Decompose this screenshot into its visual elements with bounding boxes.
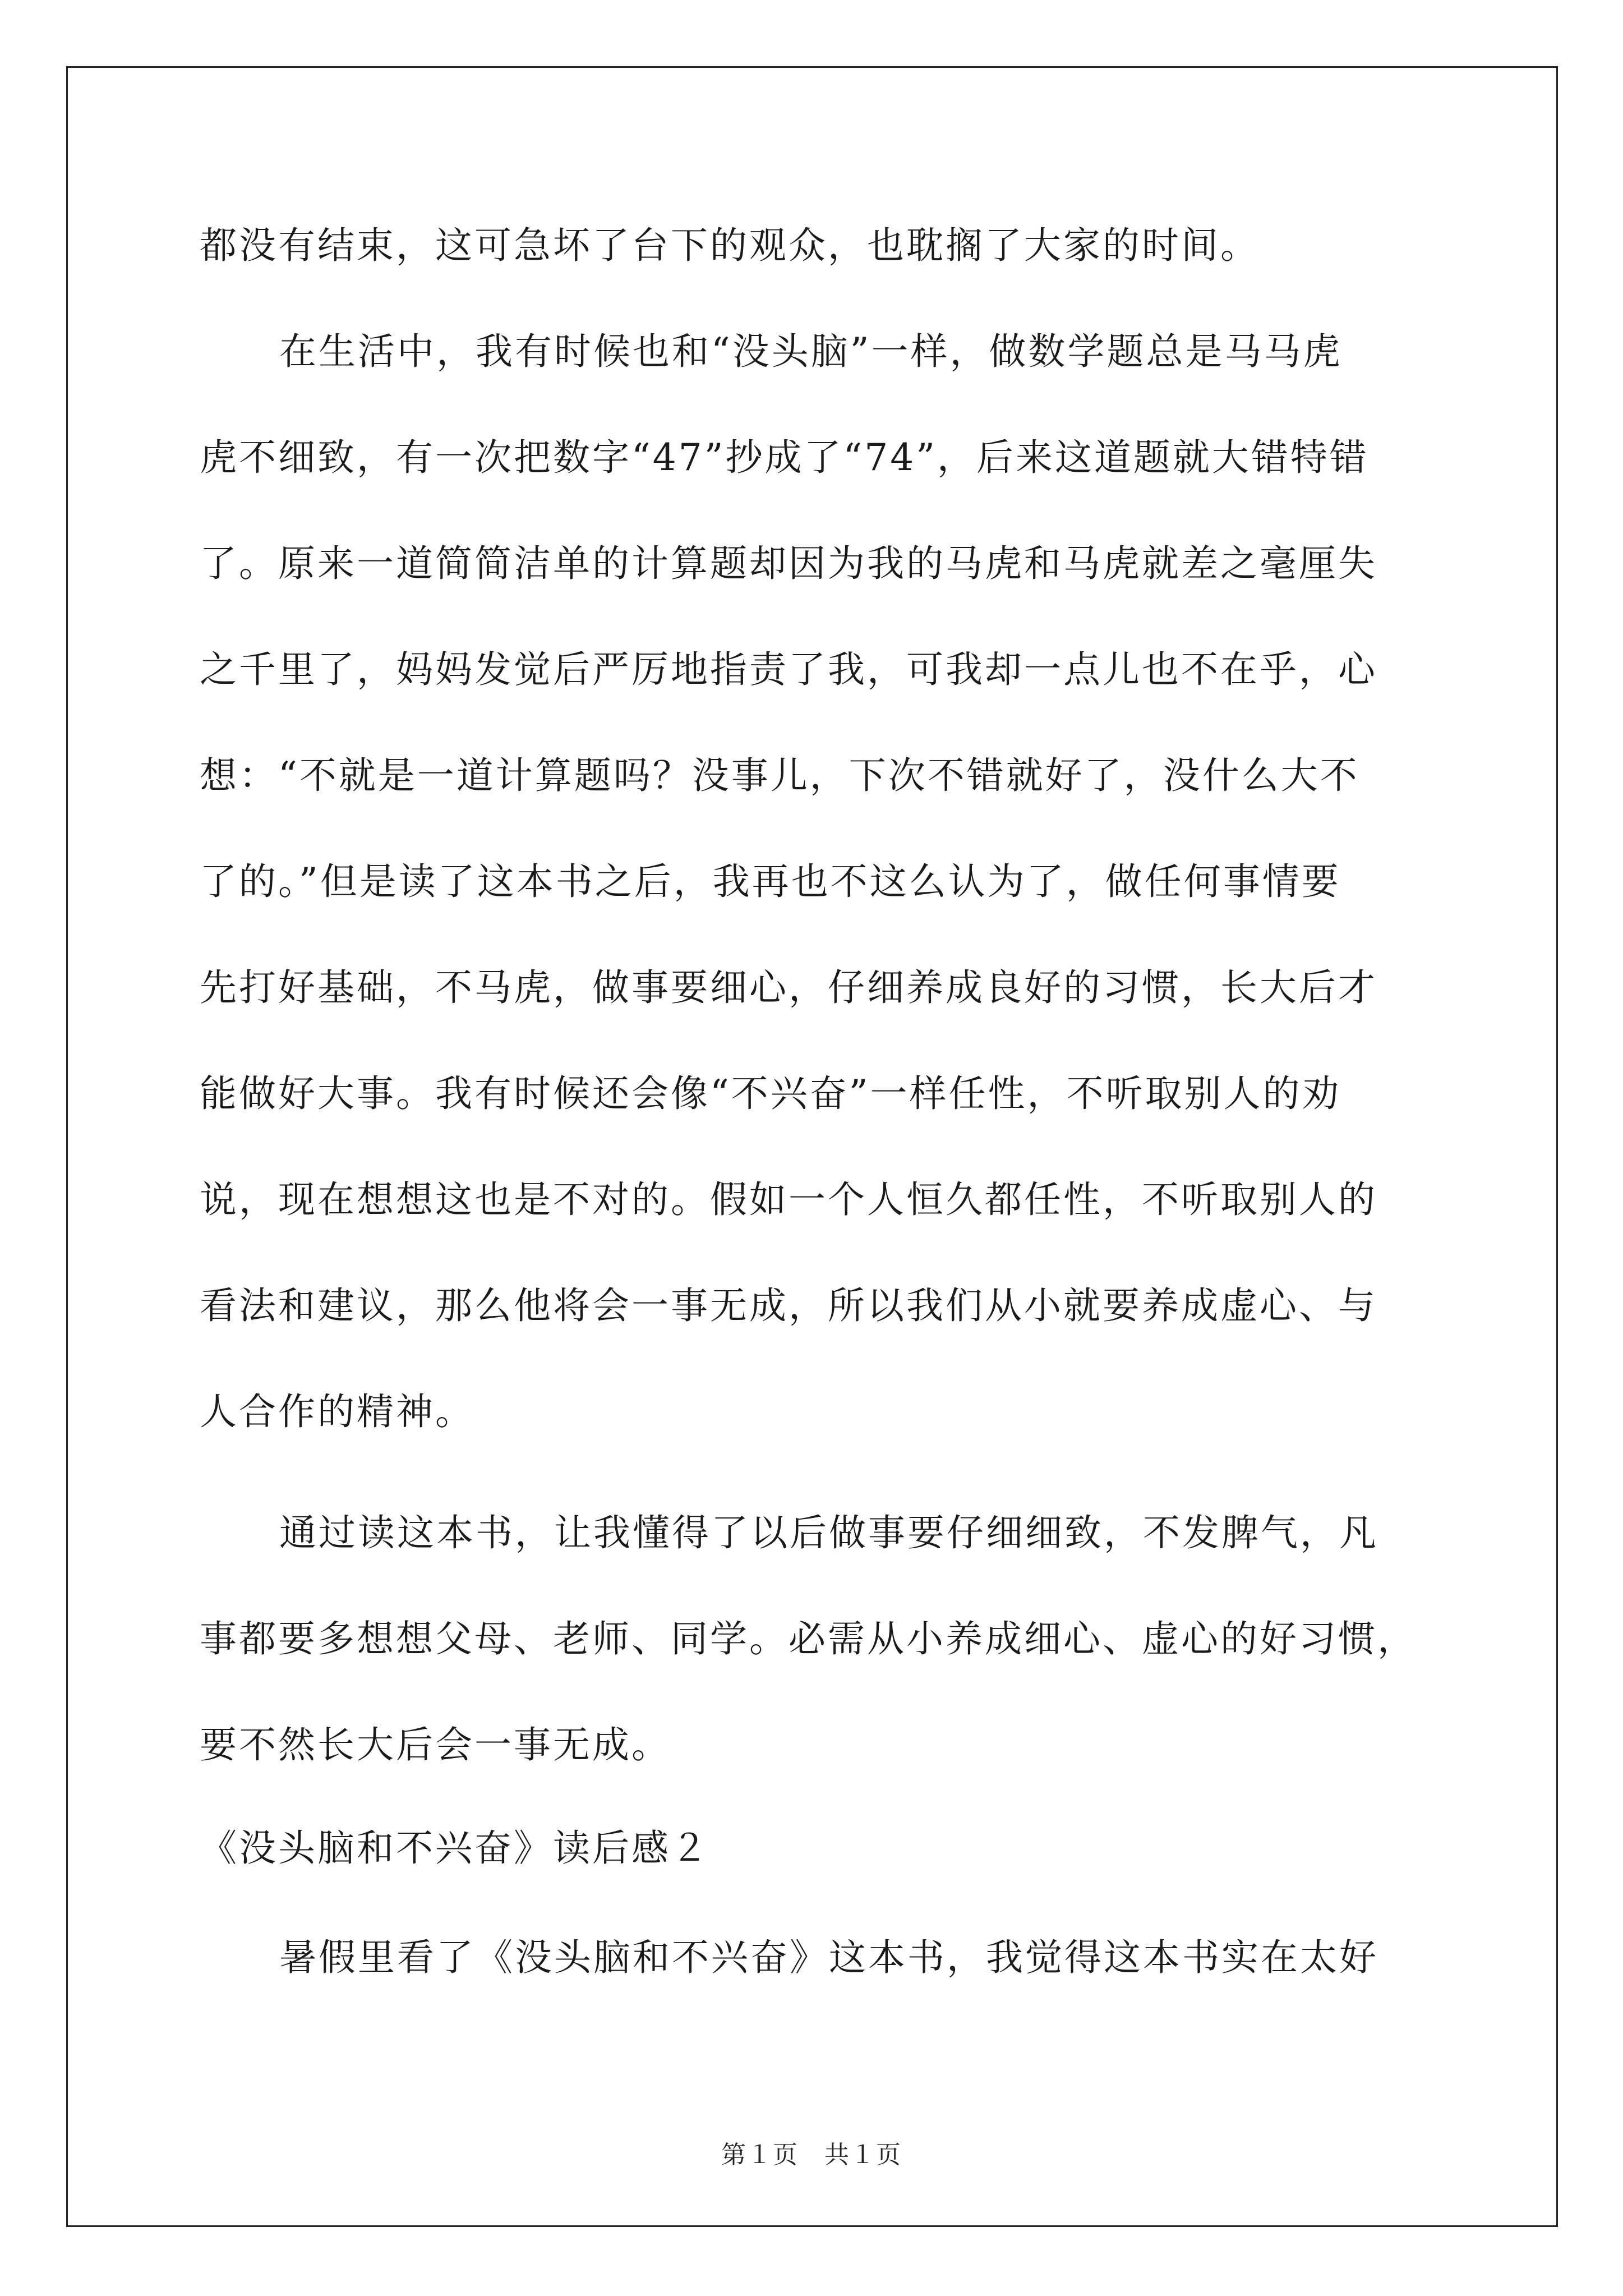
text-line: 说，现在想想这也是不对的。假如一个人恒久都任性，不听取别人的	[200, 1178, 1377, 1221]
text-line: 想：“不就是一道计算题吗？没事儿，下次不错就好了，没什么大不	[200, 754, 1359, 797]
text-line: 要不然长大后会一事无成。	[200, 1723, 671, 1766]
text-line: 人合作的精神。	[200, 1390, 474, 1433]
text-line: 先打好基础，不马虎，做事要细心，仔细养成良好的习惯，长大后才	[200, 966, 1377, 1009]
text-line: 虎不细致，有一次把数字“47”抄成了“74”，后来这道题就大错特错	[200, 436, 1369, 479]
text-line: 能做好大事。我有时候还会像“不兴奋”一样任性，不听取别人的劝	[200, 1072, 1341, 1115]
page-footer: 第１页 共１页	[721, 2141, 902, 2169]
text-line: 了。原来一道简简洁单的计算题却因为我的马虎和马虎就差之毫厘失	[200, 542, 1377, 585]
text-line: 在生活中，我有时候也和“没头脑”一样，做数学题总是马马虎	[279, 330, 1343, 373]
text-line: 了的。”但是读了这本书之后，我再也不这么认为了，做任何事情要	[200, 860, 1341, 903]
text-line: 事都要多想想父母、老师、同学。必需从小养成细心、虚心的好习惯，	[200, 1617, 1417, 1660]
text-line: 都没有结束，这可急坏了台下的观众，也耽搁了大家的时间。	[200, 224, 1260, 267]
text-line: 通过读这本书，让我懂得了以后做事要仔细细致，不发脾气，凡	[279, 1511, 1378, 1554]
text-line: 之千里了，妈妈发觉后严厉地指责了我，可我却一点儿也不在乎，心	[200, 648, 1377, 691]
section-heading: 《没头脑和不兴奋》读后感２	[200, 1826, 710, 1870]
page-border	[66, 66, 1558, 2227]
text-line: 暑假里看了《没头脑和不兴奋》这本书，我觉得这本书实在太好	[279, 1936, 1378, 1979]
text-line: 看法和建议，那么他将会一事无成，所以我们从小就要养成虚心、与	[200, 1284, 1377, 1327]
